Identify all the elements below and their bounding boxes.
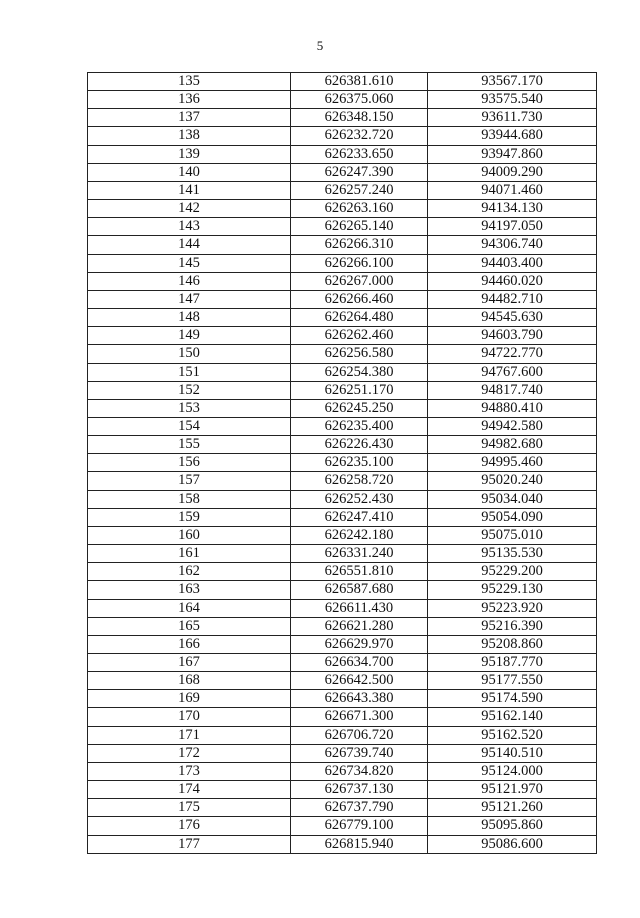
table-row	[88, 781, 597, 799]
x-coordinate-cell: 626265.140	[291, 218, 428, 236]
x-coordinate-cell: 626266.310	[291, 236, 428, 254]
x-coordinate-cell: 626247.390	[291, 163, 428, 181]
x-coordinate-cell: 626266.100	[291, 254, 428, 272]
point-number-cell: 141	[88, 181, 291, 199]
y-coordinate-cell: 93575.540	[428, 91, 597, 109]
y-coordinate-cell: 95124.000	[428, 762, 597, 780]
y-coordinate-cell: 95034.040	[428, 490, 597, 508]
x-coordinate-cell: 626258.720	[291, 472, 428, 490]
y-coordinate-cell: 94722.770	[428, 345, 597, 363]
point-number-cell: 169	[88, 690, 291, 708]
x-coordinate-cell: 626671.300	[291, 708, 428, 726]
y-coordinate-cell: 94197.050	[428, 218, 597, 236]
y-coordinate-cell: 94306.740	[428, 236, 597, 254]
table-row	[88, 309, 597, 327]
table-row	[88, 381, 597, 399]
point-number-cell: 145	[88, 254, 291, 272]
table-row	[88, 599, 597, 617]
point-number-cell: 144	[88, 236, 291, 254]
table-row	[88, 654, 597, 672]
y-coordinate-cell: 95140.510	[428, 744, 597, 762]
x-coordinate-cell: 626375.060	[291, 91, 428, 109]
table-row	[88, 127, 597, 145]
y-coordinate-cell: 95020.240	[428, 472, 597, 490]
x-coordinate-cell: 626233.650	[291, 145, 428, 163]
y-coordinate-cell: 95187.770	[428, 654, 597, 672]
point-number-cell: 150	[88, 345, 291, 363]
point-number-cell: 146	[88, 272, 291, 290]
point-number-cell: 163	[88, 581, 291, 599]
y-coordinate-cell: 93611.730	[428, 109, 597, 127]
x-coordinate-cell: 626551.810	[291, 563, 428, 581]
x-coordinate-cell: 626226.430	[291, 436, 428, 454]
point-number-cell: 160	[88, 526, 291, 544]
point-number-cell: 164	[88, 599, 291, 617]
y-coordinate-cell: 94134.130	[428, 200, 597, 218]
x-coordinate-cell: 626737.790	[291, 799, 428, 817]
x-coordinate-cell: 626263.160	[291, 200, 428, 218]
table-row	[88, 218, 597, 236]
point-number-cell: 176	[88, 817, 291, 835]
y-coordinate-cell: 95208.860	[428, 635, 597, 653]
y-coordinate-cell: 94982.680	[428, 436, 597, 454]
table-row	[88, 726, 597, 744]
x-coordinate-cell: 626734.820	[291, 762, 428, 780]
table-row	[88, 508, 597, 526]
x-coordinate-cell: 626235.100	[291, 454, 428, 472]
point-number-cell: 152	[88, 381, 291, 399]
x-coordinate-cell: 626779.100	[291, 817, 428, 835]
x-coordinate-cell: 626257.240	[291, 181, 428, 199]
x-coordinate-cell: 626634.700	[291, 654, 428, 672]
coordinates-table	[87, 72, 597, 854]
point-number-cell: 157	[88, 472, 291, 490]
point-number-cell: 165	[88, 617, 291, 635]
y-coordinate-cell: 94995.460	[428, 454, 597, 472]
table-row	[88, 91, 597, 109]
y-coordinate-cell: 95054.090	[428, 508, 597, 526]
point-number-cell: 140	[88, 163, 291, 181]
point-number-cell: 147	[88, 290, 291, 308]
point-number-cell: 156	[88, 454, 291, 472]
x-coordinate-cell: 626251.170	[291, 381, 428, 399]
y-coordinate-cell: 94545.630	[428, 309, 597, 327]
y-coordinate-cell: 95223.920	[428, 599, 597, 617]
y-coordinate-cell: 95162.520	[428, 726, 597, 744]
y-coordinate-cell: 95177.550	[428, 672, 597, 690]
table-row	[88, 526, 597, 544]
y-coordinate-cell: 93944.680	[428, 127, 597, 145]
x-coordinate-cell: 626629.970	[291, 635, 428, 653]
x-coordinate-cell: 626252.430	[291, 490, 428, 508]
point-number-cell: 139	[88, 145, 291, 163]
point-number-cell: 137	[88, 109, 291, 127]
point-number-cell: 135	[88, 73, 291, 91]
table-row	[88, 417, 597, 435]
point-number-cell: 159	[88, 508, 291, 526]
table-row	[88, 545, 597, 563]
table-row	[88, 454, 597, 472]
table-row	[88, 581, 597, 599]
point-number-cell: 149	[88, 327, 291, 345]
y-coordinate-cell: 95229.130	[428, 581, 597, 599]
table-row	[88, 236, 597, 254]
y-coordinate-cell: 95174.590	[428, 690, 597, 708]
point-number-cell: 174	[88, 781, 291, 799]
point-number-cell: 158	[88, 490, 291, 508]
x-coordinate-cell: 626331.240	[291, 545, 428, 563]
x-coordinate-cell: 626235.400	[291, 417, 428, 435]
y-coordinate-cell: 94482.710	[428, 290, 597, 308]
x-coordinate-cell: 626642.500	[291, 672, 428, 690]
y-coordinate-cell: 94403.400	[428, 254, 597, 272]
x-coordinate-cell: 626381.610	[291, 73, 428, 91]
table-row	[88, 490, 597, 508]
point-number-cell: 142	[88, 200, 291, 218]
table-row	[88, 181, 597, 199]
x-coordinate-cell: 626247.410	[291, 508, 428, 526]
point-number-cell: 154	[88, 417, 291, 435]
y-coordinate-cell: 94071.460	[428, 181, 597, 199]
table-row	[88, 835, 597, 853]
x-coordinate-cell: 626254.380	[291, 363, 428, 381]
table-row	[88, 73, 597, 91]
coordinates-table-body	[88, 73, 597, 854]
point-number-cell: 161	[88, 545, 291, 563]
point-number-cell: 170	[88, 708, 291, 726]
table-row	[88, 290, 597, 308]
x-coordinate-cell: 626267.000	[291, 272, 428, 290]
y-coordinate-cell: 93947.860	[428, 145, 597, 163]
y-coordinate-cell: 95075.010	[428, 526, 597, 544]
x-coordinate-cell: 626262.460	[291, 327, 428, 345]
x-coordinate-cell: 626737.130	[291, 781, 428, 799]
y-coordinate-cell: 94942.580	[428, 417, 597, 435]
x-coordinate-cell: 626706.720	[291, 726, 428, 744]
page-number: 5	[316, 38, 324, 53]
x-coordinate-cell: 626621.280	[291, 617, 428, 635]
table-row	[88, 799, 597, 817]
y-coordinate-cell: 95121.260	[428, 799, 597, 817]
point-number-cell: 151	[88, 363, 291, 381]
point-number-cell: 172	[88, 744, 291, 762]
point-number-cell: 153	[88, 399, 291, 417]
y-coordinate-cell: 95229.200	[428, 563, 597, 581]
table-row	[88, 109, 597, 127]
table-row	[88, 690, 597, 708]
y-coordinate-cell: 95095.860	[428, 817, 597, 835]
table-row	[88, 744, 597, 762]
point-number-cell: 177	[88, 835, 291, 853]
table-row	[88, 708, 597, 726]
x-coordinate-cell: 626587.680	[291, 581, 428, 599]
table-row	[88, 254, 597, 272]
point-number-cell: 138	[88, 127, 291, 145]
x-coordinate-cell: 626256.580	[291, 345, 428, 363]
table-row	[88, 200, 597, 218]
y-coordinate-cell: 93567.170	[428, 73, 597, 91]
y-coordinate-cell: 94460.020	[428, 272, 597, 290]
x-coordinate-cell: 626348.150	[291, 109, 428, 127]
y-coordinate-cell: 94880.410	[428, 399, 597, 417]
y-coordinate-cell: 95216.390	[428, 617, 597, 635]
y-coordinate-cell: 95162.140	[428, 708, 597, 726]
table-row	[88, 762, 597, 780]
point-number-cell: 167	[88, 654, 291, 672]
x-coordinate-cell: 626739.740	[291, 744, 428, 762]
x-coordinate-cell: 626815.940	[291, 835, 428, 853]
y-coordinate-cell: 94817.740	[428, 381, 597, 399]
table-row	[88, 563, 597, 581]
table-row	[88, 436, 597, 454]
x-coordinate-cell: 626611.430	[291, 599, 428, 617]
y-coordinate-cell: 94767.600	[428, 363, 597, 381]
table-row	[88, 472, 597, 490]
x-coordinate-cell: 626643.380	[291, 690, 428, 708]
table-row	[88, 817, 597, 835]
point-number-cell: 173	[88, 762, 291, 780]
point-number-cell: 143	[88, 218, 291, 236]
table-row	[88, 399, 597, 417]
point-number-cell: 171	[88, 726, 291, 744]
table-row	[88, 635, 597, 653]
table-row	[88, 672, 597, 690]
y-coordinate-cell: 95135.530	[428, 545, 597, 563]
table-row	[88, 163, 597, 181]
x-coordinate-cell: 626264.480	[291, 309, 428, 327]
table-row	[88, 345, 597, 363]
x-coordinate-cell: 626242.180	[291, 526, 428, 544]
table-row	[88, 363, 597, 381]
table-row	[88, 145, 597, 163]
table-row	[88, 327, 597, 345]
x-coordinate-cell: 626245.250	[291, 399, 428, 417]
point-number-cell: 136	[88, 91, 291, 109]
point-number-cell: 155	[88, 436, 291, 454]
point-number-cell: 175	[88, 799, 291, 817]
point-number-cell: 148	[88, 309, 291, 327]
y-coordinate-cell: 95121.970	[428, 781, 597, 799]
table-row	[88, 272, 597, 290]
y-coordinate-cell: 94009.290	[428, 163, 597, 181]
point-number-cell: 162	[88, 563, 291, 581]
point-number-cell: 168	[88, 672, 291, 690]
table-row	[88, 617, 597, 635]
y-coordinate-cell: 94603.790	[428, 327, 597, 345]
x-coordinate-cell: 626266.460	[291, 290, 428, 308]
x-coordinate-cell: 626232.720	[291, 127, 428, 145]
point-number-cell: 166	[88, 635, 291, 653]
y-coordinate-cell: 95086.600	[428, 835, 597, 853]
